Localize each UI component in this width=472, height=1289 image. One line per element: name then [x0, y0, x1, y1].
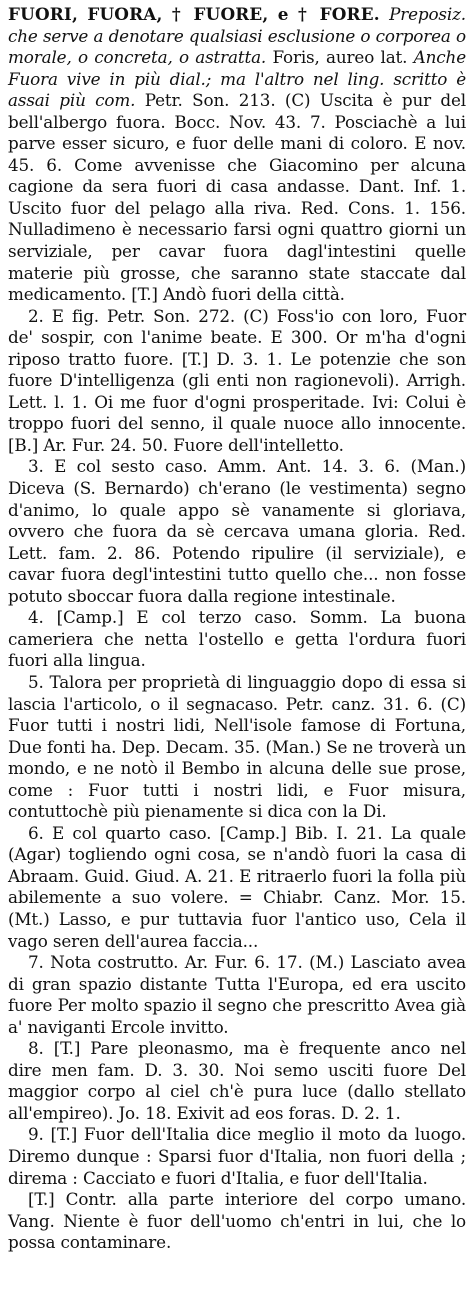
entry-intro	[8, 4, 466, 306]
sense-6: 6. E col quarto caso. [Camp.] Bib. I. 21. La quale (Agar) togliendo ogni cosa, se n'andò fuori la casa di Abraam. Guid. Giud. A. 21. E ritraerlo fuori la folla più abilemente a suo volere. = Chiabr. Canz. Mor. 15. (Mt.) Lasso, e pur tuttavia fuor l'antico uso, Cela il vago seren dell'aurea faccia...	[8, 822, 466, 951]
sense-2: 2. E fig. Petr. Son. 272. (C) Foss'io con loro, Fuor de' sospir, con l'anime beate. E 300. Or m'ha d'ogni riposo tratto fuore. [T.] D. 3. 1. Le potenzie che son fuore D'intelligenza (gli enti non ragionevoli). Arrigh. Lett. l. 1. Oi me fuor d'ogni prosperitade. Ivi: Colui è troppo fuori del senno, il quale nuoce allo innocente. [B.] Ar. Fur. 24. 50. Fuore dell'intelletto.	[8, 305, 466, 455]
sense-7: 7. Nota costrutto. Ar. Fur. 6. 17. (M.) Lasciato avea di gran spazio distante Tutta l'Europa, ed era uscito fuore Per molto spazio il segno che prescritto Avea già a' naviganti Ercole invitto.	[8, 952, 466, 1037]
sense-8: 8. [T.] Pare pleonasmo, ma è frequente anco nel dire men fam. D. 3. 30. Noi semo usciti fuore Del maggior corpo al ciel ch'è pura luce (dallo stellato all'empireo). Jo. 18. Exivit ad eos foras. D. 2. 1.	[8, 1038, 466, 1123]
headword: FUORI, FUORA, † FUORE, e † FORE.	[8, 4, 390, 24]
sense-3: 3. E col sesto caso. Amm. Ant. 14. 3. 6. (Man.) Diceva (S. Bernardo) ch'erano (le vestimenta) segno d'animo, lo quale appo sè vanamente si gloriava, ovvero che fuora da sè cercava umana gloria. Red. Lett. fam. 2. 86. Potendo ripulire (il serviziale), e cavar fuora degl'intestini tutto quello che... non fosse potuto sboccar fuora dalla regione intestinale.	[8, 456, 466, 606]
entry-definition: Preposiz. che serve a denotare qualsiasi esclusione o corporea o morale, o concreta, o astratta.	[8, 4, 466, 68]
sense-9: 9. [T.] Fuor dell'Italia dice meglio il moto da luogo. Diremo dunque : Sparsi fuor d'Italia, non fuori della ; direma : Cacciato e fuori d'Italia, e fuor dell'Italia.	[8, 1124, 466, 1188]
sense-contrary: [T.] Contr. alla parte interiore del corpo umano. Vang. Niente è fuor dell'uomo ch'entri in lui, che lo possa contaminare.	[8, 1189, 466, 1253]
entry-usage-note: Anche Fuora vive in più dial.; ma l'altro nel ling. scritto è assai più com.	[8, 47, 466, 111]
entry-citations: Petr. Son. 213. (C) Uscita è pur del bell'albergo fuora. Bocc. Nov. 43. 7. Posciachè a lui parve esser sicuro, e fuor delle mani di coloro. E nov. 45. 6. Come avvenisse che Giacomino per alcuna cagione da sera fuori di casa andasse. Dant. Inf. 1. Uscito fuor del pelago alla riva. Red. Cons. 1. 156. Nulladimeno è necessario farsi ogni quattro giorni un serviziale, per cavar fuora dagl'intestini quelle materie più grosse, che saranno state staccate dal medicamento. [T.] Andò fuori della città.	[8, 90, 466, 305]
entry-latin: Foris, aureo lat.	[272, 47, 414, 68]
sense-4: 4. [Camp.] E col terzo caso. Somm. La buona cameriera che netta l'ostello e getta l'ordura fuori fuori alla lingua.	[8, 607, 466, 671]
sense-5: 5. Talora per proprietà di linguaggio dopo di essa si lascia l'articolo, o il segnacaso. Petr. canz. 31. 6. (C) Fuor tutti i nostri lidi, Nell'isole famose di Fortuna, Due fonti ha. Dep. Decam. 35. (Man.) Se ne troverà un mondo, e ne notò il Bembo in alcuna delle sue prose, come : Fuor tutti i nostri lidi, e Fuor misura, contuttochè più pienamente si dica con la Di.	[8, 671, 466, 822]
